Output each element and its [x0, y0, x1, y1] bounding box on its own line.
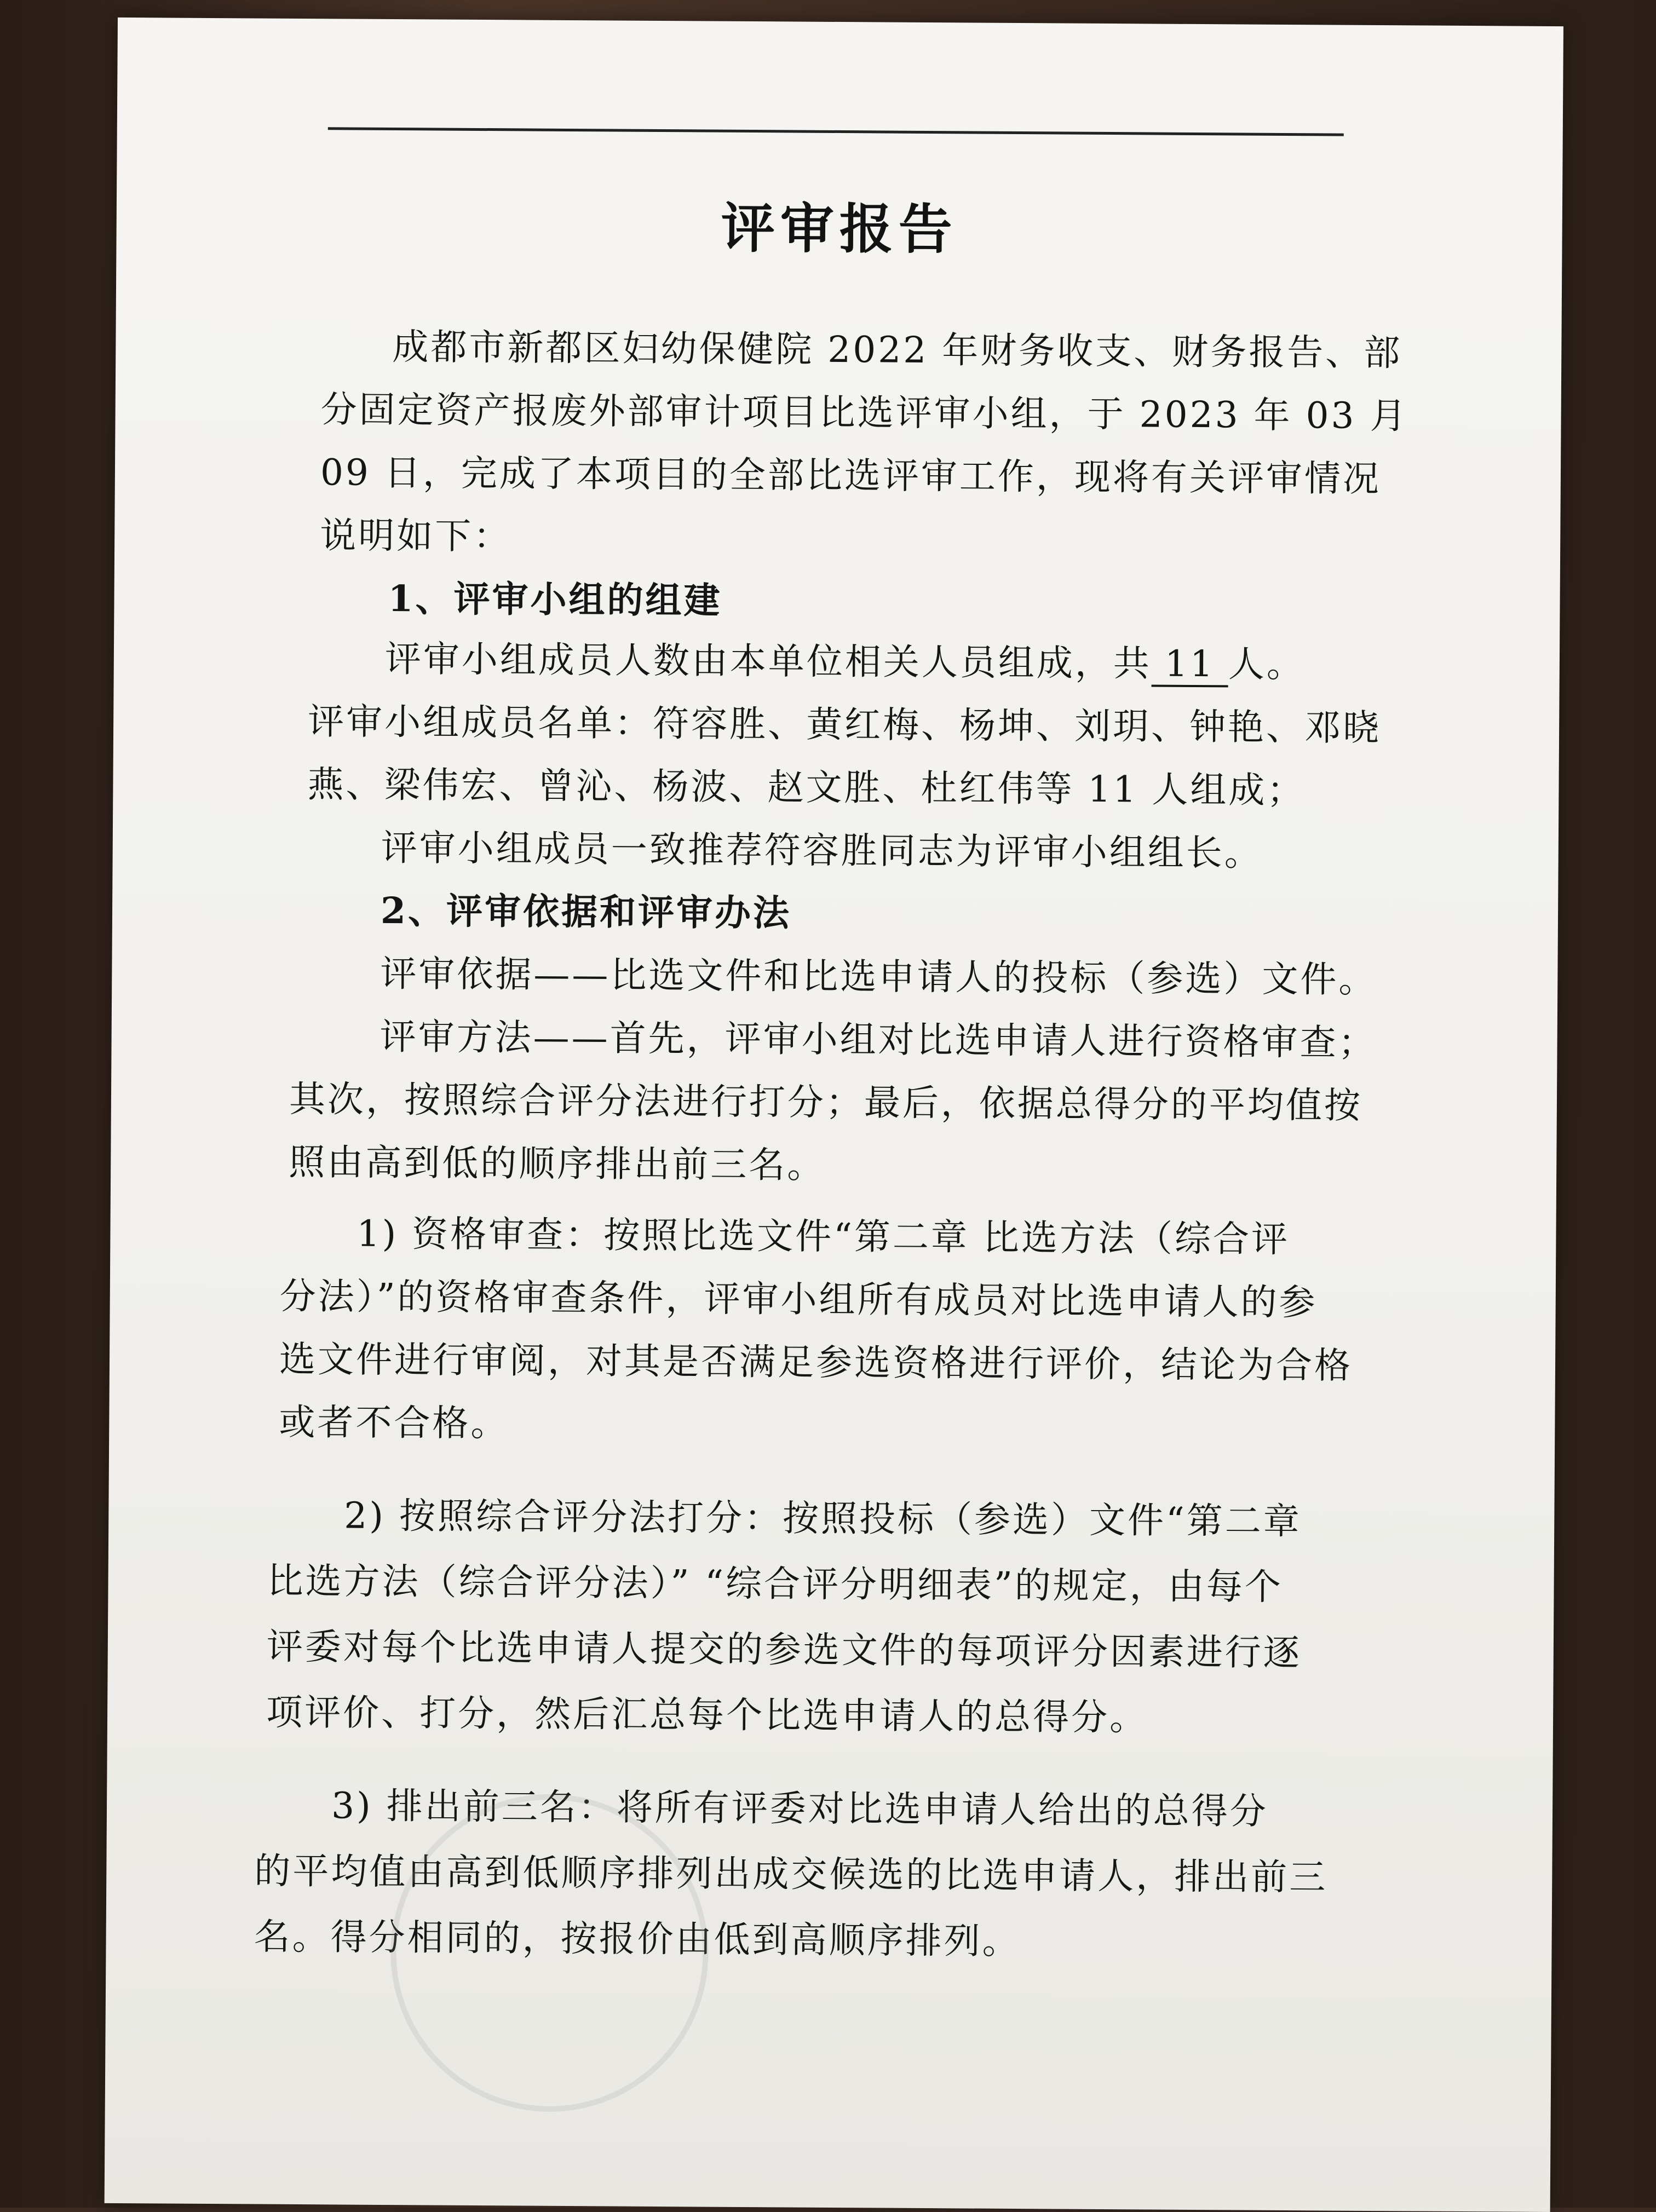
item2-line-2: 比选方法（综合评分法）” “综合评分明细表”的规定，由每个 — [267, 1559, 1283, 1608]
members-line-2: 燕、梁伟宏、曾沁、杨波、赵文胜、杜红伟等 11 人组成； — [307, 763, 1306, 812]
member-count-prefix: 评审小组成员人数由本单位相关人员组成，共 — [384, 637, 1152, 685]
item3-line-3: 名。得分相同的，按报价由低到高顺序排列。 — [254, 1915, 1021, 1963]
member-count-line — [385, 630, 1306, 688]
item1-line-1: 1) 资格审查：按照比选文件“第二章 比选方法（综合评 — [357, 1212, 1290, 1261]
intro-line-3: 09 日，完成了本项目的全部比选评审工作，现将有关评审情况 — [320, 451, 1382, 500]
intro-line-4: 说明如下： — [320, 514, 512, 558]
method-line-2: 其次，按照综合评分法进行打分；最后，依据总得分的平均值按 — [289, 1078, 1363, 1127]
item2-line-3: 评委对每个比选申请人提交的参选文件的每项评分因素进行逐 — [266, 1625, 1302, 1674]
item1-line-3: 选文件进行审阅，对其是否满足参选资格进行评价，结论为合格 — [279, 1338, 1353, 1387]
basis-line: 评审依据——比选文件和比选申请人的投标（参选）文件。 — [380, 952, 1377, 1001]
faded-seal-stamp — [390, 1793, 710, 2113]
method-line-3: 照由高到低的顺序排出前三名。 — [289, 1140, 826, 1186]
document-page — [105, 18, 1563, 2212]
item1-line-4: 或者不合格。 — [279, 1401, 509, 1445]
section1-heading: 1、评审小组的组建 — [388, 577, 722, 622]
section2-heading: 2、评审依据和评审办法 — [380, 889, 792, 935]
member-count-suffix: 人。 — [1228, 643, 1306, 686]
leader-line: 评审小组成员一致推荐符容胜同志为评审小组组长。 — [381, 826, 1263, 874]
item2-line-1: 2) 按照综合评分法打分：按照投标（参选）文件“第二章 — [344, 1494, 1302, 1543]
item3-line-1: 3) 排出前三名：将所有评委对比选申请人给出的总得分 — [331, 1784, 1269, 1833]
members-line-1: 评审小组成员名单：符容胜、黄红梅、杨坤、刘玥、钟艳、邓晓 — [307, 700, 1382, 750]
method-line-1: 评审方法——首先，评审小组对比选申请人进行资格审查； — [380, 1015, 1377, 1064]
item2-line-4: 项评价、打分，然后汇总每个比选申请人的总得分。 — [266, 1691, 1148, 1739]
intro-line-2: 分固定资产报废外部审计项目比选评审小组，于 2023 年 03 月 — [320, 388, 1408, 437]
header-rule — [328, 127, 1344, 136]
document-title: 评审报告 — [721, 197, 958, 262]
member-count-value: 11 — [1152, 642, 1228, 687]
intro-line-1: 成都市新都区妇幼保健院 2022 年财务收支、财务报告、部 — [392, 326, 1402, 375]
item3-line-2: 的平均值由高到低顺序排列出成交候选的比选申请人，排出前三 — [254, 1850, 1328, 1899]
item1-line-2: 分法）”的资格审查条件，评审小组所有成员对比选申请人的参 — [279, 1275, 1318, 1324]
